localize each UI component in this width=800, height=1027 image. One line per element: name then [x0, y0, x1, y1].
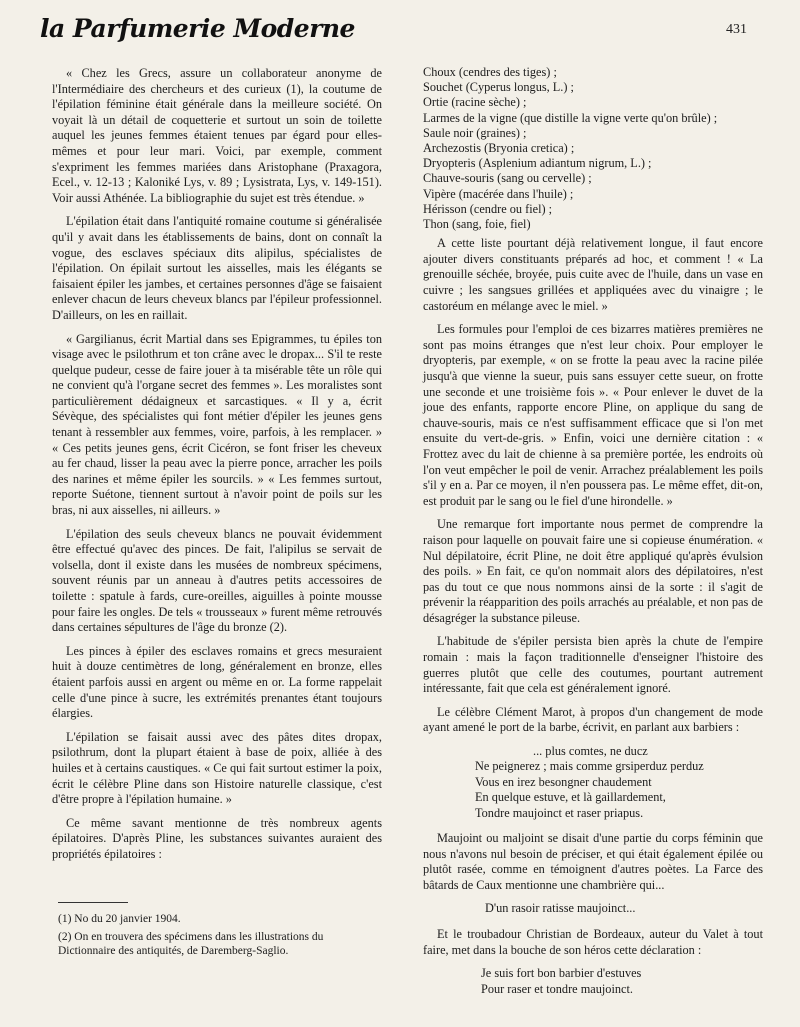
paragraph: Le célèbre Clément Marot, à propos d'un changement de mode ayant amené le port de la barbe, écrivit, en parlant aux barbiers :	[423, 704, 763, 735]
verse-block	[423, 744, 763, 821]
left-column	[52, 66, 382, 871]
paragraph: L'épilation des seuls cheveux blancs ne pouvait évidemment être effectué qu'avec des pinces. De fait, l'alipilus se servait de volsella, dont il existe dans les musées de nombreux spécimens, souvent réunis par un anneau à d'autres petits accessoires de toilette : spatule à fards, cure-oreilles, aiguilles à pointe mousse pour faire les ongles. De tels « trousseaux » furent même retrouvés dans certaines sépultures de l'âge du bronze (2).	[52, 526, 382, 635]
list-item: Thon (sang, foie, fiel)	[423, 217, 531, 232]
paragraph: Ce même savant mentionne de très nombreux agents épilatoires. D'après Pline, les substances suivantes auraient des propriétés épilatoires :	[52, 815, 382, 861]
list-item: Choux (cendres des tiges) ;	[423, 65, 557, 79]
verse-line: D'un rasoir ratisse maujoinct...	[485, 901, 636, 916]
verse-line: Pour raser et tondre maujoinct.	[481, 981, 633, 996]
verse-line: En quelque estuve, et là gaillardement,	[475, 790, 666, 805]
footnote-divider	[58, 902, 128, 903]
paragraph: « Chez les Grecs, assure un collaborateur anonyme de l'Intermédiaire des chercheurs et des curieux (1), la coutume de l'épilation féminine était générale dans la meilleure société. On voyait là un détail de coquetterie et surtout un soin de toilette auquel les jeunes femmes étaient tenues par égard pour elles-mêmes et pour leur mari. Voici, par exemple, comment s'expriment les femmes mariées dans Aristophane (Praxagora, Ecel., v. 12-13 ; Kaloniké Lys, v. 89 ; Lysistrata, Lys, v. 149-151). Voir aussi Athénée. La bibliographie du sujet est très étendue. »	[52, 66, 382, 205]
paragraph: L'épilation se faisait aussi avec des pâtes dites dropax, psilothrum, dont la plupart étaient à base de poix, alliée à des huiles et à certains caustiques. « Ce qui fait surtout estimer la poix, écrit le célèbre Pline dans son Histoire naturelle classique, c'est d'être propre à l'épilation humaine. »	[52, 729, 382, 807]
list-item: Chauve-souris (sang ou cervelle) ;	[423, 171, 592, 186]
footnote: (2) On en trouvera des spécimens dans les illustrations du Dictionnaire des antiquités, de Daremberg-Saglio.	[58, 930, 324, 957]
paragraph: « Gargilianus, écrit Martial dans ses Epigrammes, tu épiles ton visage avec le psilothrum et ton crâne avec le dropax... S'il te reste quelque pudeur, cesse de faire jouer à ta misérable tête un rôle qui ne convient qu'à l'organe secret des femmes ». Les moralistes sont particulièrement dédaigneux et sarcastiques. « Il y a, écrit Sévèque, des spécialistes qui font métier d'épiler les jeunes gens tenant à ressembler aux femmes, voire, parfois, à les remplacer. » « Ces petits jeunes gens, écrit Cicéron, se font friser les cheveux au fer chaud, lisser la peau avec la pierre ponce, arracher les poils des narines et même épiler les sourcils. » « Les femmes surtout, reporte Suétone, tiennent surtout à n'avoir point de poils sur les bras, ni aux aisselles, ni ailleurs. »	[52, 331, 382, 518]
paragraph: Les formules pour l'emploi de ces bizarres matières premières ne sont pas moins étranges que n'est leur choix. Pour employer le dryopteris, par exemple, « on se frotte la peau avec la racine pilée jusqu'à que vienne la sueur, puis sans essuyer cette sueur, on frotte une seconde et une troisième fois ». « Pour enlever le duvet de la joue des enfants, rapporte encore Pline, on applique du sang de chauve-souris, mais ce n'est suffisamment efficace que si l'on met ensuite du vert-de-gris. » Enfin, voici une dernière citation : « Frottez avec du lait de chienne à sa première portée, les endroits où l'on veut empêcher le poil de venir. Arrachez préalablement les poils s'il y en a. Par ce moyen, il n'en poussera pas. Le même effet, dit-on, est produit par le sang ou le fiel d'une hirondelle. »	[423, 322, 763, 508]
paragraph: Maujoint ou maljoint se disait d'une partie du corps féminin que nous n'avons nul besoin de préciser, et qui était également épilée ou plutôt rasée, comme en témoignent d'autres poètes. La Farce des bâtards de Caux mentionne une chambrière qui...	[423, 831, 763, 892]
verse-line: Vous en irez besongner chaudement	[475, 774, 652, 789]
list-item: Larmes de la vigne (que distille la vigne verte qu'on brûle) ;	[423, 110, 718, 125]
paragraph: Et le troubadour Christian de Bordeaux, auteur du Valet à tout faire, met dans la bouche de son héros cette déclaration :	[423, 927, 763, 957]
list-item: Vipère (macérée dans l'huile) ;	[423, 186, 574, 201]
verse-line: Tondre maujoinct et raser priapus.	[475, 805, 644, 820]
verse-line: ... plus comtes, ne ducz	[533, 744, 648, 759]
footnote: (1) No du 20 janvier 1904.	[58, 913, 181, 925]
paragraph: L'habitude de s'épiler persista bien après la chute de l'empire romain : mais la façon traditionnelle d'enseigner l'histoire des guerres plutôt que celle des coutumes, pourtant autrement intéressante, fait que cela est généralement ignoré.	[423, 634, 763, 696]
paragraph: L'épilation était dans l'antiquité romaine coutume si généralisée qu'il y avait dans les établissements de bains, dont on connaît la vogue, des esclaves spéciaux dits alipilus, spécialistes de l'épilation. On épilait surtout les aisselles, mais les élégants se faisaient épiler les jambes, et certaines personnes d'âge se faisaient enlever chacun de leurs cheveux blancs par l'épileur professionnel. D'ailleurs, on les en raillait.	[52, 214, 382, 322]
list-item: Souchet (Cyperus longus, L.) ;	[423, 80, 574, 95]
list-item: Dryopteris (Asplenium adiantum nigrum, L.) ;	[423, 156, 652, 171]
paragraph: Une remarque fort importante nous permet de comprendre la raison pour laquelle on pouvait faire une si copieuse énumération. « Nul dépilatoire, écrit Pline, ne doit être appliqué qu'après évulsion des poils. » En fait, ce qu'on nommait alors des dépilatoires, n'est pas du tout ce que nous nommons ainsi de la sorte : il s'agit de prévenir la réapparition des poils arrachés au préalable, et non pas de désagréger la substance pileuse.	[423, 517, 763, 625]
substance-list	[423, 65, 763, 232]
right-column	[423, 65, 763, 997]
footnotes	[58, 912, 383, 962]
page-number: 431	[726, 22, 747, 37]
list-item: Ortie (racine sèche) ;	[423, 95, 527, 110]
list-item: Saule noir (graines) ;	[423, 125, 527, 140]
paragraph: A cette liste pourtant déjà relativement longue, il faut encore ajouter divers constituants préparés ad hoc, et comment ! « La grenouille séchée, broyée, puis cuite avec de l'huile, dans un vase en cuivre ; les sangsues grillées et appliquées avec du vinaigre ; le castoréum en mélange avec le miel. »	[423, 236, 763, 313]
list-item: Archezostis (Bryonia cretica) ;	[423, 141, 575, 156]
list-item: Hérisson (cendre ou fiel) ;	[423, 201, 553, 216]
verse-line: Ne peignerez ; mais comme grsiperduz perduz	[475, 759, 704, 774]
verse-line: Je suis fort bon barbier d'estuves	[481, 966, 642, 981]
paragraph: Les pinces à épiler des esclaves romains et grecs mesuraient huit à douze centimètres de long, généralement en bronze, elles étaient parfois aussi en argent ou même en or. La forme rappelait celle d'une pince à sucre, les extrémités prenantes étant toujours élargies.	[52, 643, 382, 721]
masthead-logo: la Parfumerie Moderne	[40, 14, 355, 43]
verse-block	[423, 966, 763, 997]
